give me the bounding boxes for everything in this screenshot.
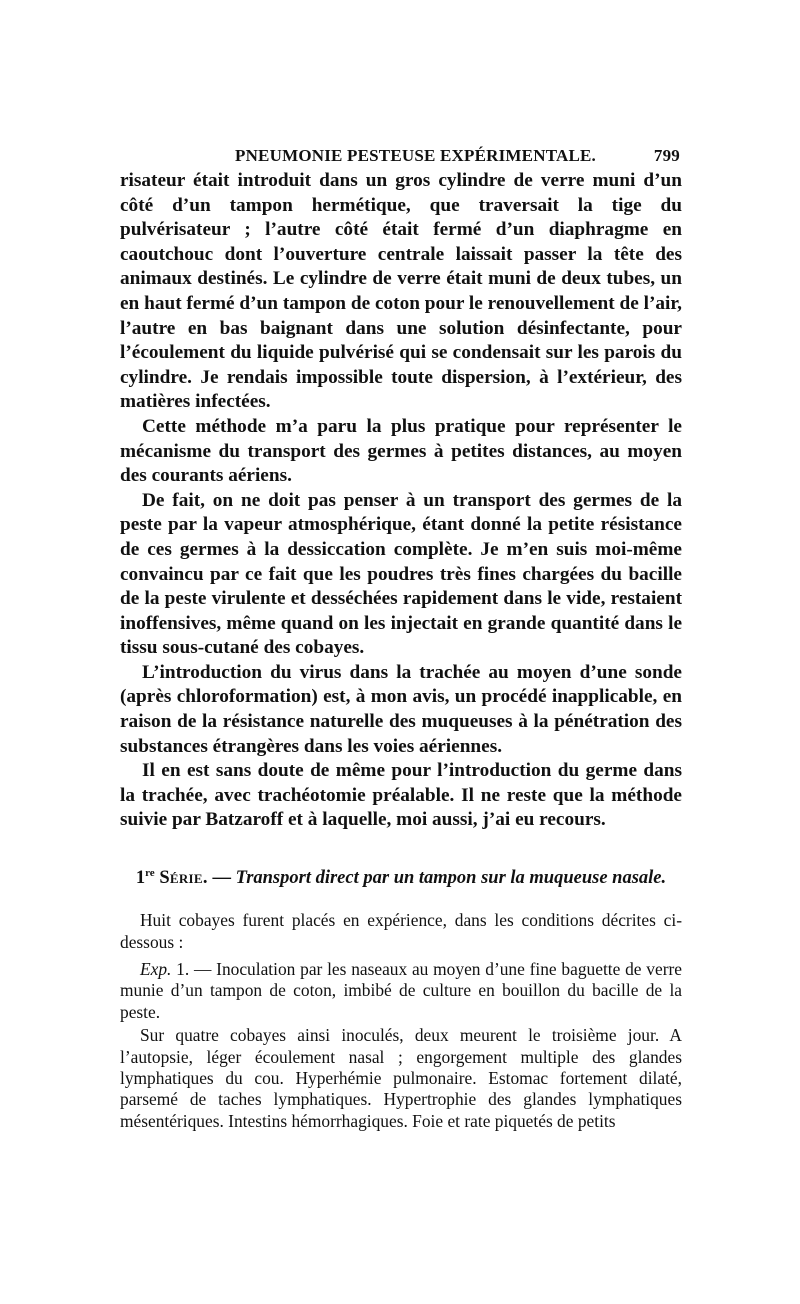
series-heading <box>120 861 682 890</box>
main-text <box>120 169 682 833</box>
paragraph: Cette méthode m’a paru la plus pratique pour représenter le mécanisme du transport des germes à petites distances, au moyen des courants aériens. <box>120 415 682 487</box>
experiment-label: Exp. <box>140 959 172 979</box>
paragraph: De fait, on ne doit pas penser à un transport des germes de la peste par la vapeur atmosphérique, étant donné la petite résistance de ces germes à la dessiccation complète. Je m’en suis moi-même convaincu par ce fait que les poudres très fines chargées du bacille de la peste virulente et desséchées rapidement dans le vide, restaient inoffensives, même quand on les injectait en grande quantité dans le tissu sous-cutané des cobayes. <box>120 489 682 659</box>
series-title: Transport direct par un tampon sur la muqueuse nasale. <box>235 868 667 889</box>
running-header <box>120 143 682 169</box>
series-label: Série. <box>159 868 208 889</box>
page-number: 799 <box>653 146 680 165</box>
running-title: PNEUMONIE PESTEUSE EXPÉRIMENTALE. <box>235 146 596 165</box>
series-number: 1 <box>135 868 146 889</box>
paragraph-intro: Huit cobayes furent placés en expérience, dans les conditions décrites ci-dessous : <box>120 910 682 952</box>
experiment-number: 1. <box>176 959 190 979</box>
experiment-text <box>120 910 682 1132</box>
series-superscript: re <box>145 867 155 880</box>
paragraph-continuation: risateur était introduit dans un gros cylindre de verre muni d’un côté d’un tampon hermétique, que traversait la tige du pulvérisateur ; l’autre côté était fermé d’un diaphragme en caoutchouc dont l’ouverture centrale laissait passer la tête des animaux destinés. Le cylindre de verre était muni de deux tubes, un en haut fermé d’un tampon de coton pour le renouvellement de l’air, l’autre en bas baignant dans une solution désinfectante, pour l’écoulement du liquide pulvérisé qui se condensait sur les parois du cylindre. Je rendais impossible toute dispersion, à l’extérieur, des matières infectées. <box>120 170 682 413</box>
paragraph-experiment <box>120 959 682 1023</box>
paragraph: L’introduction du virus dans la trachée au moyen d’une sonde (après chloroformation) est, à mon avis, un procédé inapplicable, en raison de la résistance naturelle des muqueuses à la pénétration des substances étrangères dans les voies aériennes. <box>120 661 682 757</box>
paragraph: Il en est sans doute de même pour l’introduction du germe dans la trachée, avec trachéotomie préalable. Il ne reste que la méthode suivie par Batzaroff et à laquelle, moi aussi, j’ai eu recours. <box>120 760 682 831</box>
book-page <box>120 143 682 1132</box>
paragraph-result: Sur quatre cobayes ainsi inoculés, deux meurent le troisième jour. A l’autopsie, léger écoulement nasal ; engorgement multiple des glandes lymphatiques du cou. Hyperhémie pulmonaire. Estomac fortement dilaté, parsemé de taches lymphatiques. Hypertrophie des glandes lymphatiques mésentériques. Intestins hémorrhagiques. Foie et rate piquetés de petits <box>120 1025 682 1131</box>
series-dash: — <box>212 868 231 889</box>
experiment-description: — Inoculation par les naseaux au moyen d’une fine baguette de verre munie d’un tampon de coton, imbibé de culture en bouillon du bacille de la peste. <box>120 959 682 1022</box>
